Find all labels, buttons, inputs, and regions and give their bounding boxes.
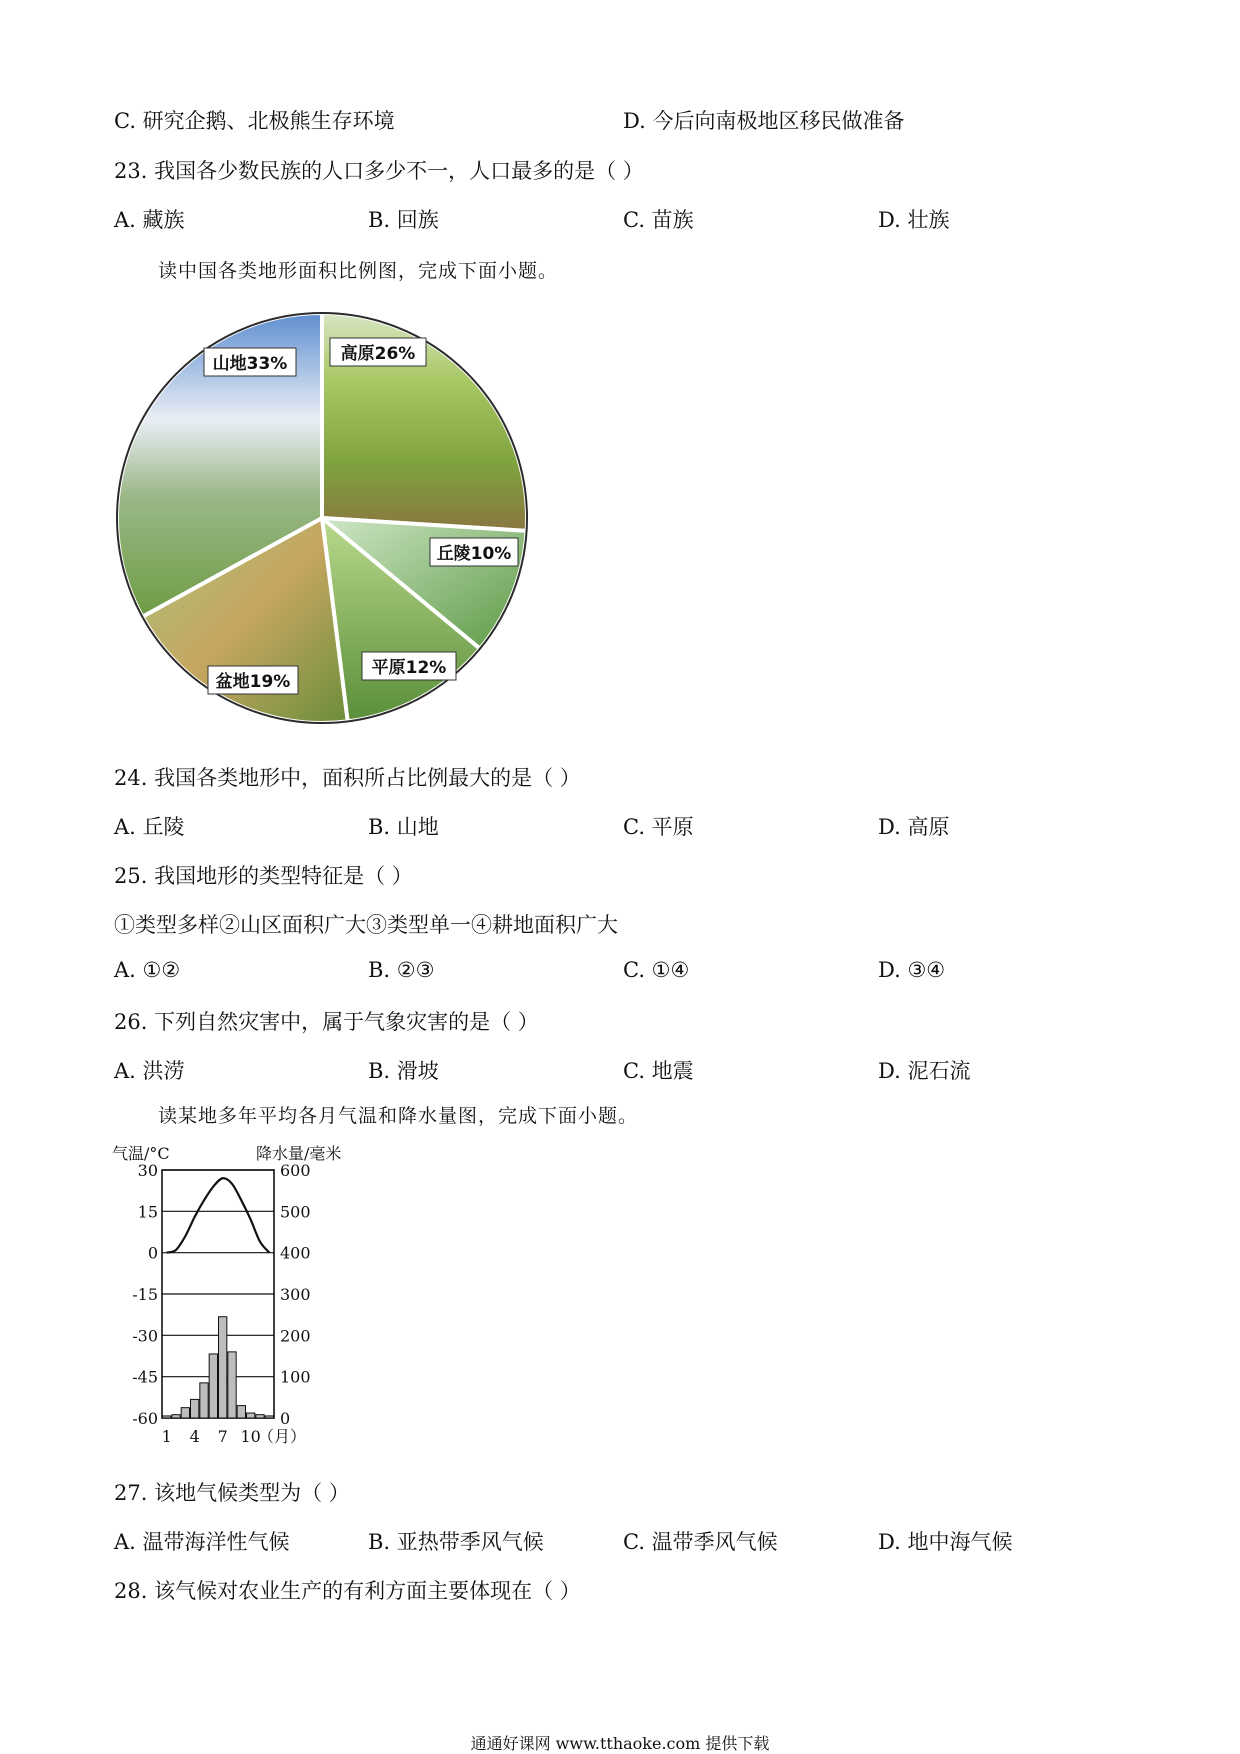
temperature-tick-label: -60 — [132, 1409, 158, 1428]
pie-label-basin: 盆地19% — [215, 672, 291, 692]
temperature-tick-label: -30 — [132, 1326, 158, 1346]
precipitation-bar — [200, 1383, 208, 1418]
q23-option-b: B. 回族 — [368, 208, 439, 232]
q25-statements: ①类型多样②山区面积广大③类型单一④耕地面积广大 — [114, 913, 618, 937]
precipitation-tick-label: 500 — [280, 1202, 311, 1222]
temperature-tick-label: -15 — [132, 1285, 158, 1304]
q28-stem: 28. 该气候对农业生产的有利方面主要体现在（ ） — [114, 1579, 581, 1603]
pie-label-mountain: 山地33% — [212, 354, 288, 374]
temperature-tick-label: -45 — [132, 1367, 158, 1387]
precipitation-bar — [219, 1317, 227, 1418]
q25-option-c: C. ①④ — [623, 958, 690, 982]
precipitation-bar — [256, 1415, 264, 1418]
precipitation-tick-label: 100 — [280, 1367, 311, 1387]
precipitation-bar — [265, 1416, 273, 1418]
q24-option-c: C. 平原 — [623, 815, 694, 839]
temperature-tick-label: 15 — [137, 1202, 158, 1222]
pie-label-plateau: 高原26% — [340, 344, 416, 364]
q25-option-d: D. ③④ — [878, 958, 946, 982]
q23-option-d: D. 壮族 — [878, 208, 950, 232]
terrain-pie-chart — [112, 308, 532, 728]
precipitation-bar — [181, 1408, 189, 1418]
month-tick-label: 10 — [240, 1427, 261, 1446]
precipitation-bar — [163, 1416, 171, 1418]
precipitation-bar — [237, 1406, 245, 1418]
precipitation-tick-label: 0 — [280, 1409, 291, 1428]
precipitation-tick-label: 300 — [280, 1285, 311, 1304]
precipitation-bar — [172, 1415, 180, 1418]
q27-stem: 27. 该地气候类型为（ ） — [114, 1481, 350, 1505]
month-tick-label: 7 — [217, 1427, 228, 1446]
q26-option-a: A. 洪涝 — [114, 1059, 185, 1083]
climate-chart — [112, 1138, 382, 1448]
q25-option-a: A. ①② — [114, 958, 181, 982]
precipitation-bar — [247, 1413, 255, 1418]
q27-option-d: D. 地中海气候 — [878, 1530, 1013, 1554]
month-tick-label: 1 — [161, 1427, 172, 1446]
precipitation-bar — [191, 1399, 199, 1418]
q22-option-d: D. 今后向南极地区移民做准备 — [623, 109, 905, 133]
footer-source: 通通好课网 www.tthaoke.com 提供下载 — [470, 1734, 770, 1753]
q26-option-d: D. 泥石流 — [878, 1059, 971, 1083]
precipitation-tick-label: 200 — [280, 1326, 311, 1346]
month-unit-label: （月） — [258, 1427, 307, 1446]
q27-option-c: C. 温带季风气候 — [623, 1530, 778, 1554]
q24-option-d: D. 高原 — [878, 815, 950, 839]
temperature-axis-label: 气温/°C — [112, 1144, 170, 1163]
q27-option-a: A. 温带海洋性气候 — [114, 1530, 290, 1554]
q23-stem: 23. 我国各少数民族的人口多少不一，人口最多的是（ ） — [114, 159, 644, 183]
precipitation-tick-label: 400 — [280, 1243, 311, 1263]
q23-option-c: C. 苗族 — [623, 208, 694, 232]
q27-option-b: B. 亚热带季风气候 — [368, 1530, 544, 1554]
temperature-tick-label: 30 — [137, 1161, 158, 1180]
precipitation-bar — [228, 1352, 236, 1418]
q24-option-a: A. 丘陵 — [114, 815, 185, 839]
reading-prompt-terrain: 读中国各类地形面积比例图，完成下面小题。 — [158, 260, 559, 282]
q26-option-b: B. 滑坡 — [368, 1059, 439, 1083]
temperature-curve — [167, 1178, 270, 1252]
q25-option-b: B. ②③ — [368, 958, 435, 982]
reading-prompt-climate: 读某地多年平均各月气温和降水量图，完成下面小题。 — [158, 1105, 639, 1127]
q26-option-c: C. 地震 — [623, 1059, 694, 1083]
precipitation-axis-label: 降水量/毫米 — [256, 1144, 342, 1163]
temperature-tick-label: 0 — [147, 1243, 158, 1263]
month-tick-label: 4 — [189, 1427, 200, 1446]
q25-stem: 25. 我国地形的类型特征是（ ） — [114, 864, 413, 888]
q23-option-a: A. 藏族 — [114, 208, 185, 232]
q24-option-b: B. 山地 — [368, 815, 439, 839]
pie-label-plain: 平原12% — [371, 658, 447, 678]
precipitation-tick-label: 600 — [280, 1161, 311, 1180]
q26-stem: 26. 下列自然灾害中，属于气象灾害的是（ ） — [114, 1010, 539, 1034]
q24-stem: 24. 我国各类地形中，面积所占比例最大的是（ ） — [114, 766, 581, 790]
q22-option-c: C. 研究企鹅、北极熊生存环境 — [114, 109, 395, 133]
precipitation-bar — [209, 1354, 217, 1418]
pie-label-hill: 丘陵10% — [436, 544, 512, 564]
